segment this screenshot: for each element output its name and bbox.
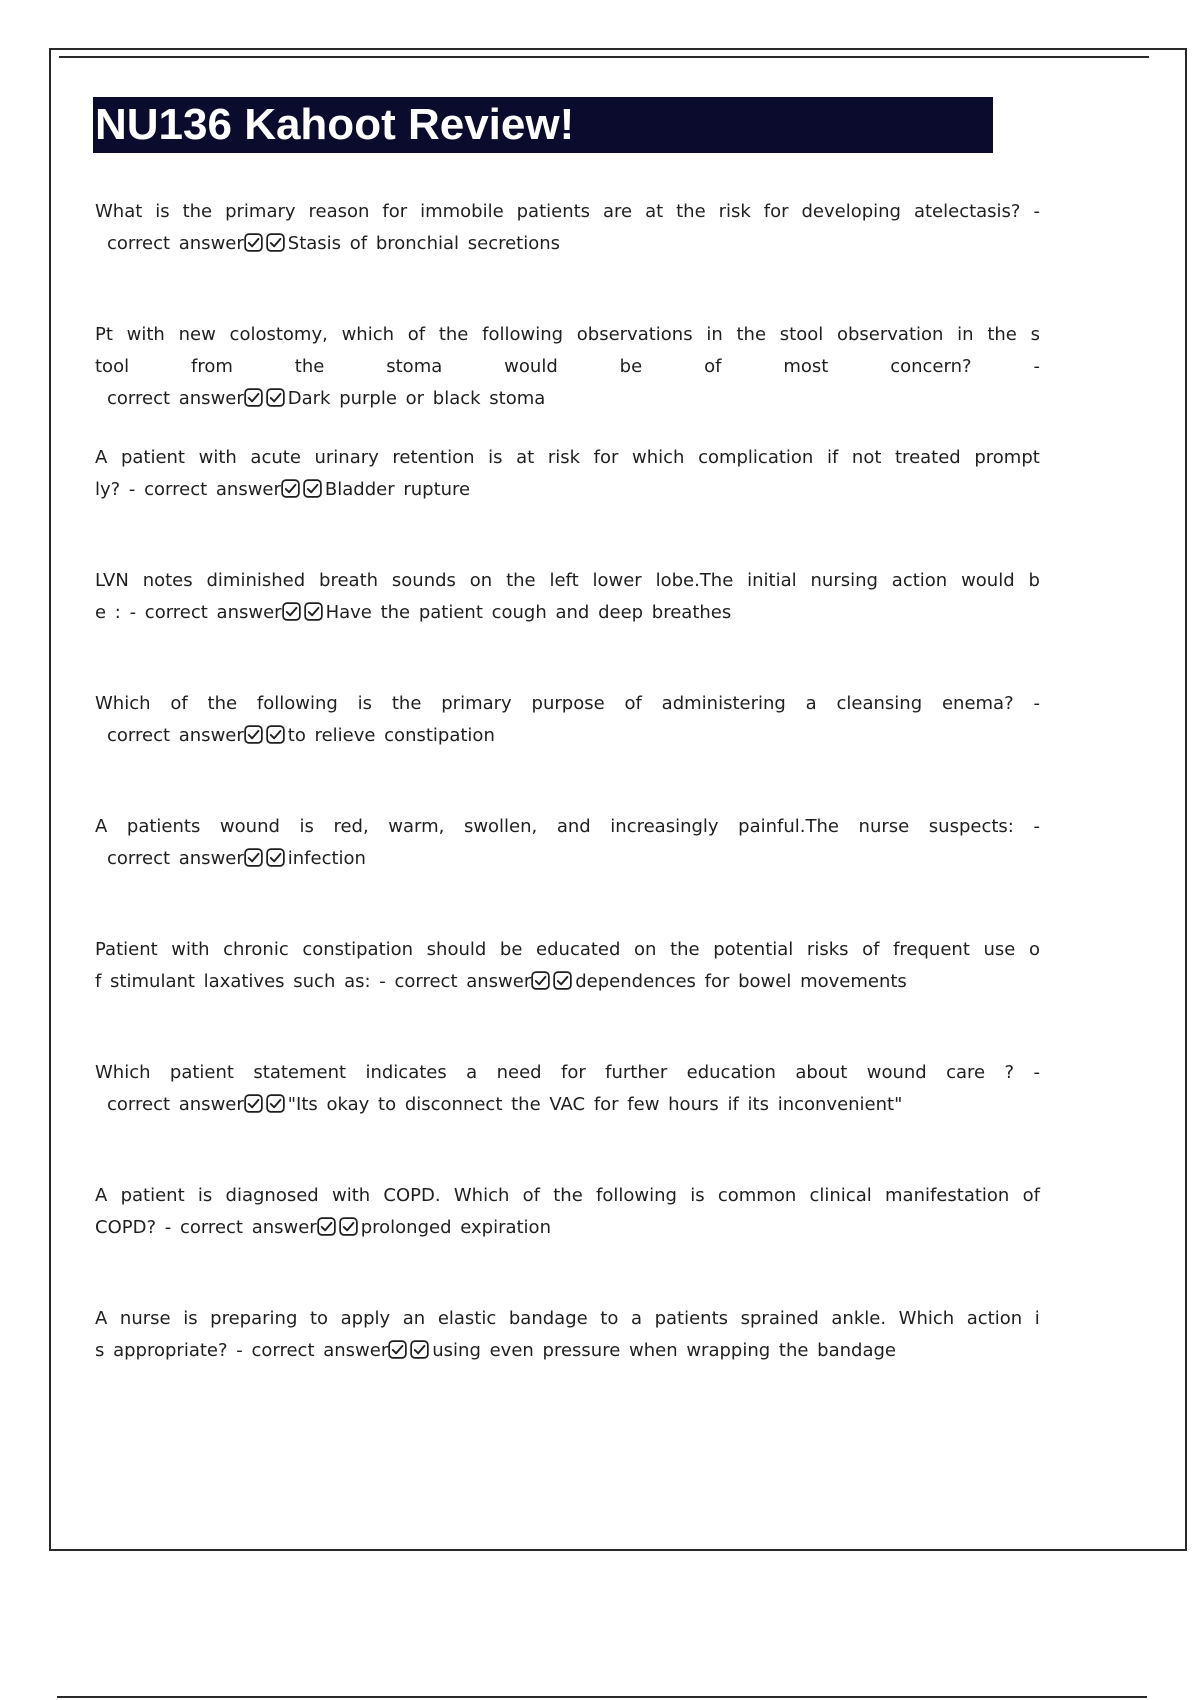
checkbox-checked-icon [266, 848, 285, 867]
question-text-line: correct answer [107, 388, 244, 409]
answer-text: Have the patient cough and deep breathes [325, 602, 732, 623]
question-text-line: COPD? - correct answer [95, 1217, 317, 1238]
question-text-line: Which patient statement indicates a need for further education about wound care ? - [95, 1062, 1040, 1083]
answer-line [95, 966, 1040, 998]
question-text-line: Pt with new colostomy, which of the following observations in the stool observation in the s [95, 324, 1040, 345]
checkbox-checked-icon [244, 388, 263, 407]
checkbox-checked-icon [244, 848, 263, 867]
answer-line [95, 383, 1040, 415]
question-text-line: correct answer [107, 725, 244, 746]
question-text-line: A patient with acute urinary retention is at risk for which complication if not treated prompt [95, 447, 1040, 468]
checkbox-checked-icon [266, 233, 285, 252]
checkbox-checked-icon [339, 1217, 358, 1236]
question-list [95, 196, 1040, 1426]
answer-line [95, 1212, 1040, 1244]
answer-text: prolonged expiration [360, 1217, 551, 1238]
question-text-line: A patients wound is red, warm, swollen, and increasingly painful.The nurse suspects: - [95, 816, 1040, 837]
checkbox-checked-icon [282, 602, 301, 621]
checkbox-checked-icon [317, 1217, 336, 1236]
answer-text: dependences for bowel movements [575, 971, 907, 992]
checkbox-checked-icon [244, 725, 263, 744]
answer-line [95, 720, 1040, 752]
question-text-line: tool from the stoma would be of most concern? - [95, 356, 1040, 377]
question-text-line: What is the primary reason for immobile patients are at the risk for developing atelectasis? - [95, 201, 1040, 222]
checkbox-checked-icon [388, 1340, 407, 1359]
question-text-line: Which of the following is the primary purpose of administering a cleansing enema? - [95, 693, 1040, 714]
qa-item [95, 1303, 1040, 1426]
checkbox-checked-icon [281, 479, 300, 498]
qa-item [95, 1180, 1040, 1303]
answer-text: Dark purple or black stoma [287, 388, 546, 409]
question-text-line: correct answer [107, 1094, 244, 1115]
checkbox-checked-icon [553, 971, 572, 990]
checkbox-checked-icon [266, 725, 285, 744]
question-text-line: correct answer [107, 848, 244, 869]
qa-item [95, 565, 1040, 688]
question-text-line: ly? - correct answer [95, 479, 281, 500]
checkbox-checked-icon [410, 1340, 429, 1359]
checkbox-checked-icon [244, 1094, 263, 1113]
checkbox-checked-icon [266, 1094, 285, 1113]
question-text-line: f stimulant laxatives such as: - correct answer [95, 971, 532, 992]
question-text-line: A patient is diagnosed with COPD. Which of the following is common clinical manifestation of [95, 1185, 1040, 1206]
answer-line [95, 1335, 1040, 1367]
qa-item [95, 688, 1040, 811]
answer-text: infection [287, 848, 366, 869]
checkbox-checked-icon [304, 602, 323, 621]
answer-text: Bladder rupture [324, 479, 471, 500]
answer-line [95, 1089, 1040, 1121]
question-text-line: correct answer [107, 233, 244, 254]
qa-item [95, 442, 1040, 565]
answer-line [95, 597, 1040, 629]
qa-item [95, 1057, 1040, 1180]
question-text-line: Patient with chronic constipation should be educated on the potential risks of frequent use o [95, 939, 1040, 960]
qa-item [95, 934, 1040, 1057]
qa-item [95, 196, 1040, 319]
top-rule [59, 56, 1149, 58]
page-title: NU136 Kahoot Review! [95, 100, 575, 149]
answer-text: using even pressure when wrapping the bandage [432, 1340, 896, 1361]
checkbox-checked-icon [531, 971, 550, 990]
question-text-line: A nurse is preparing to apply an elastic bandage to a patients sprained ankle. Which action i [95, 1308, 1040, 1329]
checkbox-checked-icon [303, 479, 322, 498]
answer-line [95, 228, 1040, 260]
checkbox-checked-icon [244, 233, 263, 252]
answer-text: Stasis of bronchial secretions [287, 233, 561, 254]
question-text-line: e : - correct answer [95, 602, 282, 623]
title-banner [93, 97, 993, 153]
qa-item [95, 811, 1040, 934]
answer-line [95, 843, 1040, 875]
question-text-line: s appropriate? - correct answer [95, 1340, 389, 1361]
answer-text: "Its okay to disconnect the VAC for few hours if its inconvenient" [287, 1094, 903, 1115]
question-text-line: LVN notes diminished breath sounds on the left lower lobe.The initial nursing action would b [95, 570, 1040, 591]
answer-line [95, 474, 1040, 506]
checkbox-checked-icon [266, 388, 285, 407]
answer-text: to relieve constipation [287, 725, 495, 746]
qa-item [95, 319, 1040, 442]
footer-rule [57, 1696, 1147, 1698]
